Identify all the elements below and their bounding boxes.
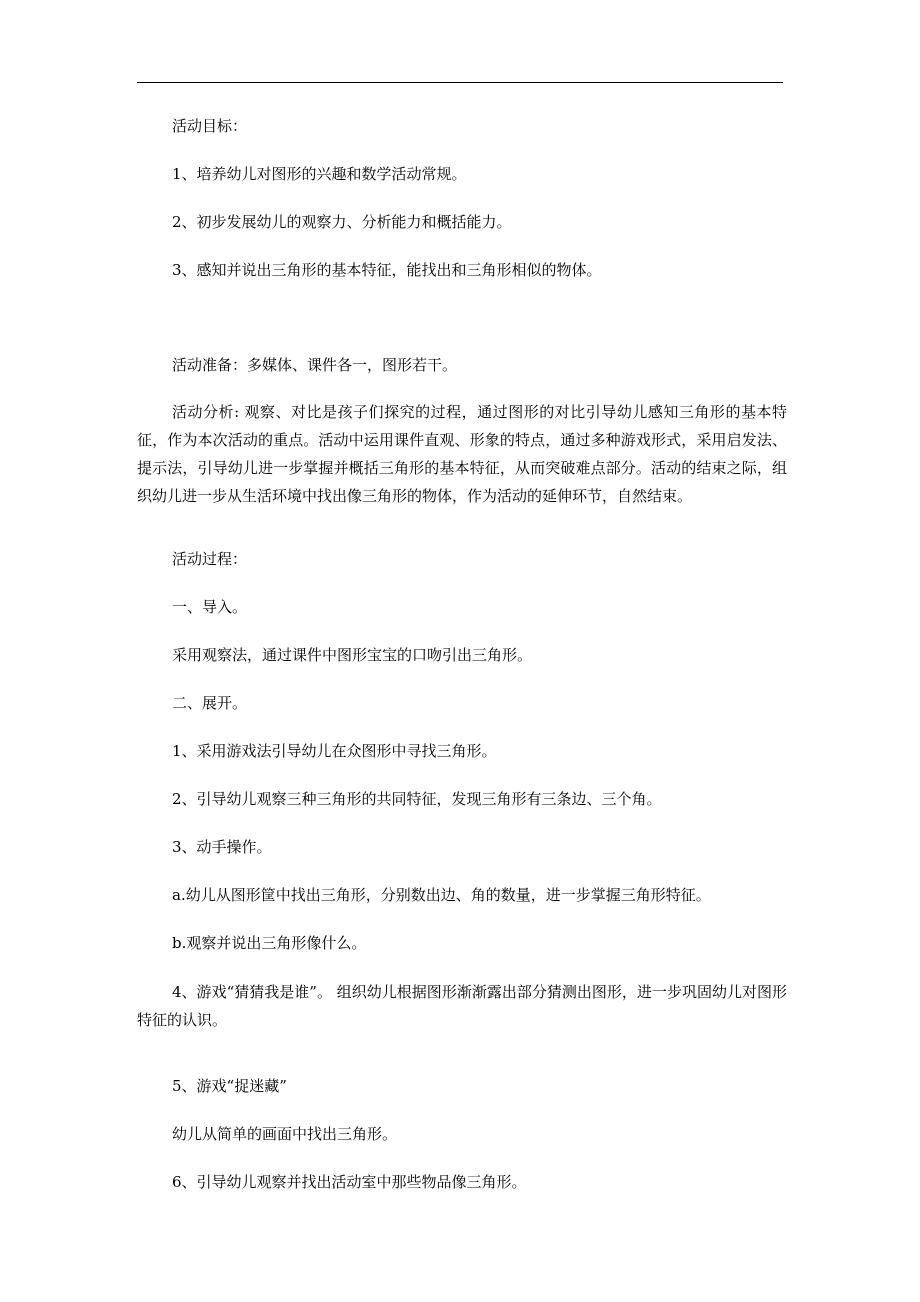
goal-item-3: 3、感知并说出三角形的基本特征，能找出和三角形相似的物体。 bbox=[172, 261, 602, 279]
step-1: 1、采用游戏法引导幼儿在众图形中寻找三角形。 bbox=[172, 742, 497, 760]
goals-heading: 活动目标： bbox=[172, 117, 248, 135]
goal-item-2: 2、初步发展幼儿的观察力、分析能力和概括能力。 bbox=[172, 213, 512, 231]
step-2: 2、引导幼儿观察三种三角形的共同特征，发现三角形有三条边、三个角。 bbox=[172, 790, 662, 808]
preparation-text: 活动准备：多媒体、课件各一，图形若干。 bbox=[172, 356, 458, 374]
expand-heading: 二、展开。 bbox=[172, 694, 248, 712]
intro-text: 采用观察法，通过课件中图形宝宝的口吻引出三角形。 bbox=[172, 646, 533, 664]
step-4: 4、游戏“猜猜我是谁”。 组织幼儿根据图形渐渐露出部分猜测出图形，进一步巩固幼儿对图形特征的认识。 bbox=[137, 983, 787, 1029]
header-rule bbox=[137, 82, 783, 83]
analysis-paragraph: 活动分析: 观察、对比是孩子们探究的过程，通过图形的对比引导幼儿感知三角形的基本特征，作为本次活动的重点。活动中运用课件直观、形象的特点，通过多种游戏形式，采用启发法、提示法，引导幼儿进一步掌握并概括三角形的基本特征，从而突破难点部分。活动的结束之际，组织幼儿进一步从生活环境中找出像三角形的物体，作为活动的延伸环节，自然结束。 bbox=[137, 403, 787, 505]
intro-heading: 一、导入。 bbox=[172, 598, 248, 616]
step-3b: b.观察并说出三角形像什么。 bbox=[172, 934, 367, 952]
step-5: 5、游戏“捉迷藏” bbox=[172, 1077, 287, 1095]
process-heading: 活动过程： bbox=[172, 550, 248, 568]
step-5-text: 幼儿从简单的画面中找出三角形。 bbox=[172, 1125, 398, 1143]
step-3: 3、动手操作。 bbox=[172, 838, 272, 856]
step-3a: a.幼儿从图形筐中找出三角形，分别数出边、角的数量，进一步掌握三角形特征。 bbox=[172, 886, 711, 904]
goal-item-1: 1、培养幼儿对图形的兴趣和数学活动常规。 bbox=[172, 165, 467, 183]
step-6: 6、引导幼儿观察并找出活动室中那些物品像三角形。 bbox=[172, 1173, 527, 1191]
